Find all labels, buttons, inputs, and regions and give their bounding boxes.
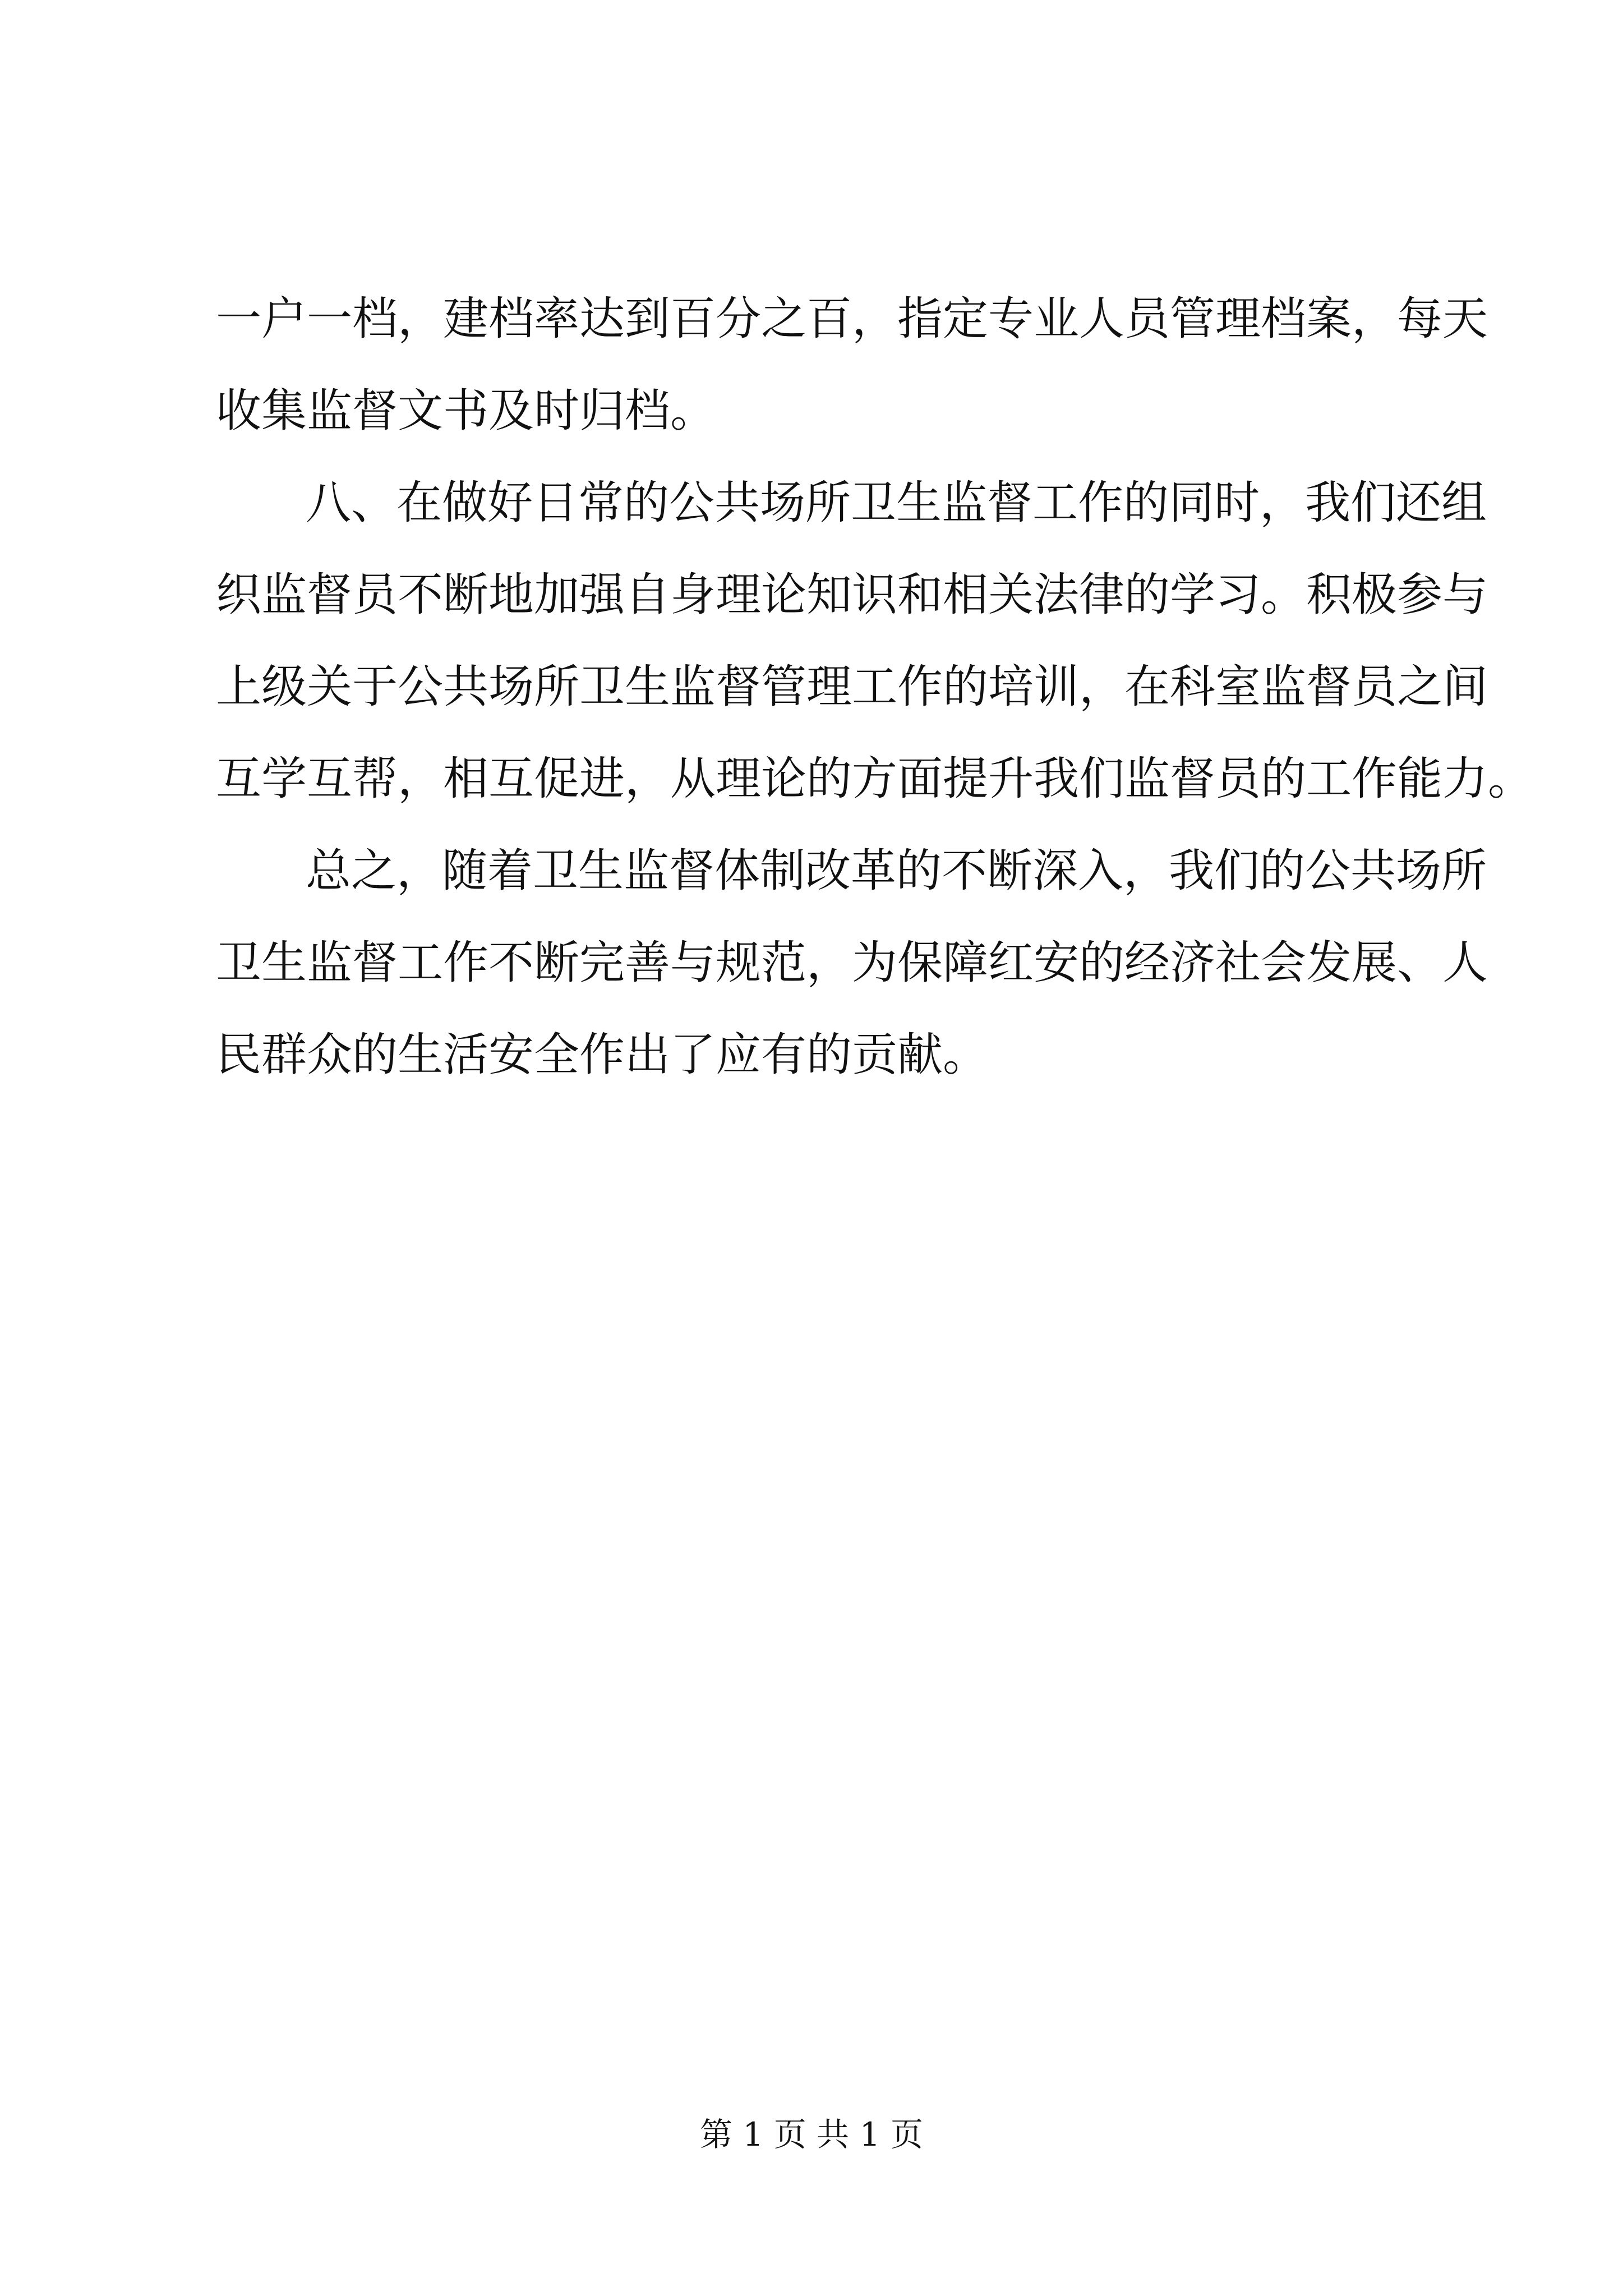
paragraph-line: 一户一档，建档率达到百分之百，指定专业人员管理档案，每天 xyxy=(216,293,1488,346)
paragraph-archiving xyxy=(216,292,1488,439)
paragraph-line: 上级关于公共场所卫生监督管理工作的培训，在科室监督员之间 xyxy=(216,661,1488,714)
document-body xyxy=(216,292,1534,1120)
paragraph-line: 民群众的生活安全作出了应有的贡献。 xyxy=(216,1029,989,1082)
paragraph-line: 卫生监督工作不断完善与规范，为保障红安的经济社会发展、人 xyxy=(216,937,1488,990)
paragraph-line: 八、在做好日常的公共场所卫生监督工作的同时，我们还组 xyxy=(306,477,1487,530)
paragraph-summary xyxy=(216,844,1488,1083)
paragraph-line: 收集监督文书及时归档。 xyxy=(216,385,716,438)
paragraph-item-eight xyxy=(216,476,1534,807)
paragraph-line: 总之，随着卫生监督体制改革的不断深入，我们的公共场所 xyxy=(306,845,1487,898)
paragraph-line: 互学互帮，相互促进，从理论的方面提升我们监督员的工作能力。 xyxy=(216,753,1534,806)
paragraph-line: 织监督员不断地加强自身理论知识和相关法律的学习。积极参与 xyxy=(216,569,1488,622)
page-footer: 第 1 页 共 1 页 xyxy=(700,2115,923,2154)
